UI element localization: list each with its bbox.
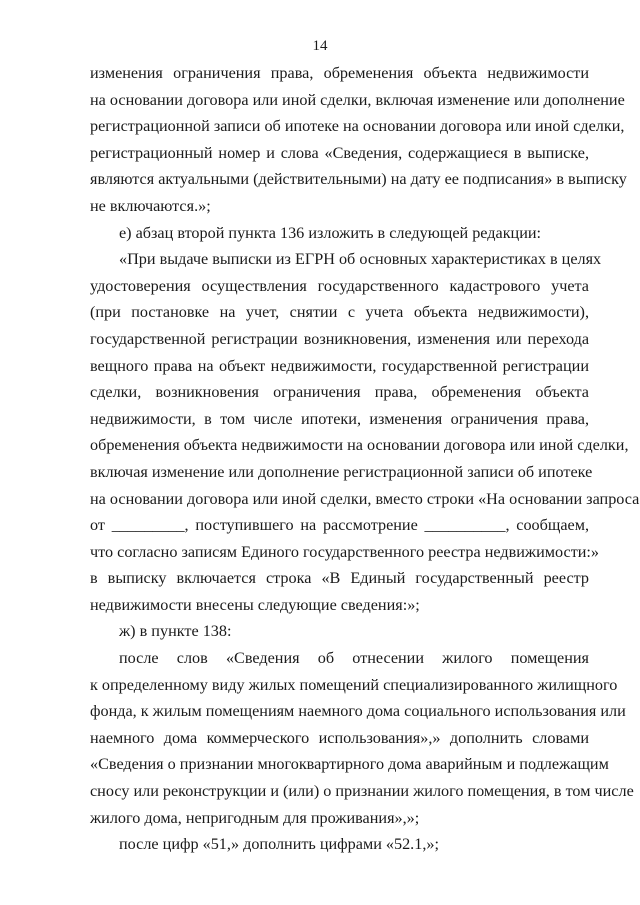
body-text — [90, 60, 640, 858]
text-line: являются актуальными (действительными) на дату ее подписания» в выписку — [90, 170, 627, 189]
text-line: недвижимости, в том числе ипотеки, изменения ограничения права, — [90, 409, 589, 428]
text-line: ж) в пункте 138: — [119, 622, 232, 641]
text-line: регистрационный номер и слова «Сведения, содержащиеся в выписке, — [90, 143, 589, 162]
text-line: в выписку включается строка «В Единый государственный реестр — [90, 569, 589, 588]
text-line: жилого дома, непригодным для проживания»,»; — [90, 808, 420, 827]
text-line: к определенному виду жилых помещений специализированного жилищного — [90, 675, 618, 694]
text-line: на основании договора или иной сделки, включая изменение или дополнение — [90, 90, 625, 109]
text-line: недвижимости внесены следующие сведения:»; — [90, 595, 420, 614]
text-line: наемного дома коммерческого использования»,» дополнить словами — [90, 728, 589, 747]
text-line: сделки, возникновения ограничения права, обременения объекта — [90, 383, 589, 402]
text-line: «Сведения о признании многоквартирного дома аварийным и подлежащим — [90, 755, 609, 774]
text-line: что согласно записям Единого государственного реестра недвижимости:» — [90, 542, 600, 561]
text-line: изменения ограничения права, обременения объекта недвижимости — [90, 64, 589, 82]
text-line: (при постановке на учет, снятии с учета объекта недвижимости), — [90, 303, 589, 322]
text-line: фонда, к жилым помещениям наемного дома социального использования или — [90, 702, 626, 721]
text-line: вещного права на объект недвижимости, государственной регистрации — [90, 356, 589, 375]
text-line: на основании договора или иной сделки, вместо строки «На основании запроса — [90, 489, 640, 508]
text-line: е) абзац второй пункта 136 изложить в следующей редакции: — [119, 223, 542, 242]
text-line: после цифр «51,» дополнить цифрами «52.1,»; — [119, 835, 439, 854]
text-line: от _________, поступившего на рассмотрение __________, сообщаем, — [90, 516, 589, 535]
text-line: сносу или реконструкции и (или) о признании жилого помещения, в том числе — [90, 782, 634, 801]
text-line: «При выдаче выписки из ЕГРН об основных характеристиках в целях — [119, 250, 602, 269]
text-line: включая изменение или дополнение регистрационной записи об ипотеке — [90, 462, 593, 481]
text-line: после слов «Сведения об отнесении жилого помещения — [119, 649, 589, 668]
text-line: регистрационной записи об ипотеке на основании договора или иной сделки, — [90, 117, 625, 136]
text-line: обременения объекта недвижимости на основании договора или иной сделки, — [90, 436, 629, 455]
text-line: не включаются.»; — [90, 196, 211, 215]
text-line: государственной регистрации возникновения, изменения или перехода — [90, 329, 589, 348]
text-line: удостоверения осуществления государственного кадастрового учета — [90, 276, 589, 295]
page-number: 14 — [312, 38, 328, 54]
